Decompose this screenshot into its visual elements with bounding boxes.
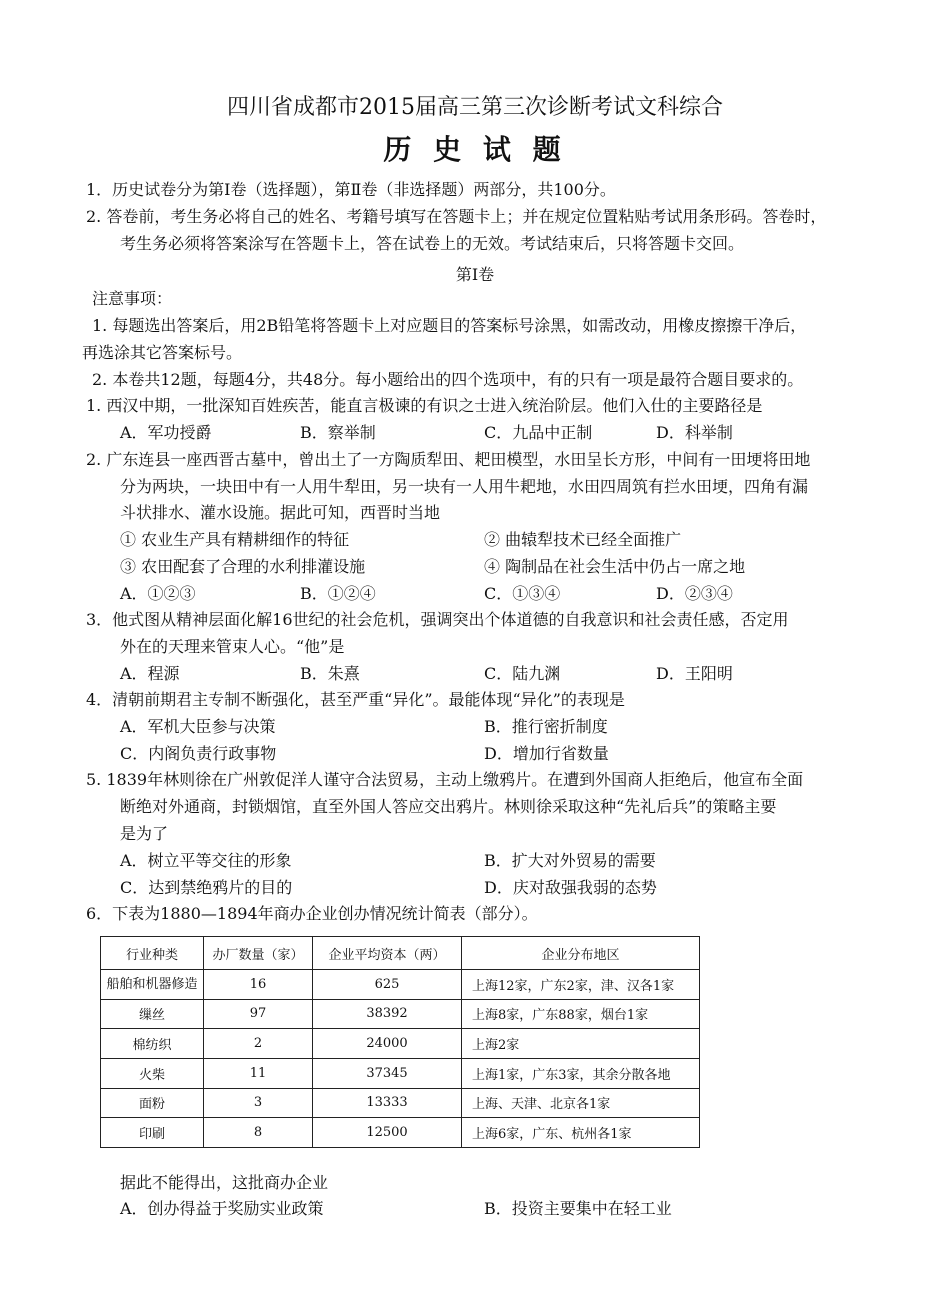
table-cell: 625 <box>313 970 462 1000</box>
instruction-2-cont: 考生务必须将答案涂写在答题卡上，答在试卷上的无效。考试结束后，只将答题卡交回。 <box>120 234 745 253</box>
q2-stem-line1: 2. 广东连县一座西晋古墓中，曾出土了一方陶质犁田、耙田模型，水田呈长方形，中间有一田埂将田地 <box>86 450 811 469</box>
table-row <box>101 1058 700 1088</box>
table-cell: 火柴 <box>101 1058 204 1088</box>
instruction-2: 2. 答卷前，考生务必将自己的姓名、考籍号填写在答题卡上；并在规定位置粘贴考试用条形码。答卷时， <box>86 207 827 226</box>
q2-statement-4: ④ 陶制品在社会生活中仍占一席之地 <box>484 557 746 576</box>
q2-stem-line2: 分为两块，一块田中有一人用牛犁田，另一块有一人用牛耙地，水田四周筑有拦水田埂，四角有漏 <box>120 477 809 496</box>
table-cell: 上海1家，广东3家，其余分散各地 <box>462 1058 700 1088</box>
q6-option-a: A．创办得益于奖励实业政策 <box>120 1199 324 1218</box>
table-cell: 97 <box>204 999 313 1029</box>
table-cell: 11 <box>204 1058 313 1088</box>
q4-option-b: B．推行密折制度 <box>484 717 608 736</box>
q2-statement-2: ② 曲辕犁技术已经全面推广 <box>484 530 682 549</box>
q4-option-c: C．内阁负责行政事物 <box>120 744 277 763</box>
q5-option-c: C．达到禁绝鸦片的目的 <box>120 878 293 897</box>
table-row <box>101 1029 700 1059</box>
table-cell: 上海6家，广东、杭州各1家 <box>462 1118 700 1148</box>
enterprise-stats-table <box>100 936 700 1148</box>
q1-option-d: D．科举制 <box>656 423 733 442</box>
table-row <box>101 1088 700 1118</box>
q4-option-a: A．军机大臣参与决策 <box>120 717 276 736</box>
q5-option-d: D．庆对敌强我弱的态势 <box>484 878 657 897</box>
table-cell: 缫丝 <box>101 999 204 1029</box>
q3-option-d: D．王阳明 <box>656 664 733 683</box>
table-row <box>101 1118 700 1148</box>
q1-option-b: B．察举制 <box>300 423 376 442</box>
table-cell: 上海2家 <box>462 1029 700 1059</box>
q5-stem-line1: 5. 1839年林则徐在广州敦促洋人谨守合法贸易，主动上缴鸦片。在遭到外国商人拒绝后，他宣布全面 <box>86 770 804 789</box>
table-cell: 棉纺织 <box>101 1029 204 1059</box>
q6-stem: 6．下表为1880—1894年商办企业创办情况统计简表（部分）。 <box>86 904 538 923</box>
table-cell: 船舶和机器修造 <box>101 970 204 1000</box>
q6-question: 据此不能得出，这批商办企业 <box>120 1173 329 1192</box>
table-cell: 上海12家，广东2家，津、汉各1家 <box>462 970 700 1000</box>
table-row <box>101 999 700 1029</box>
instruction-1: 1．历史试卷分为第Ⅰ卷（选择题），第Ⅱ卷（非选择题）两部分，共100分。 <box>86 180 616 199</box>
q2-option-b: B．①②④ <box>300 584 376 603</box>
table-cell: 24000 <box>313 1029 462 1059</box>
q3-stem-line1: 3．他式图从精神层面化解16世纪的社会危机，强调突出个体道德的自我意识和社会责任感，否定用 <box>86 610 789 629</box>
q5-stem-line3: 是为了 <box>120 824 169 843</box>
q2-option-a: A．①②③ <box>120 584 196 603</box>
table-cell: 8 <box>204 1118 313 1148</box>
exam-title: 四川省成都市2015届高三第三次诊断考试文科综合 <box>227 95 723 120</box>
q4-option-d: D．增加行省数量 <box>484 744 609 763</box>
q3-option-b: B．朱熹 <box>300 664 360 683</box>
q2-statement-1: ① 农业生产具有精耕细作的特征 <box>120 530 350 549</box>
table-header-cell: 企业分布地区 <box>462 937 700 970</box>
table-header-cell: 行业种类 <box>101 937 204 970</box>
q1-stem: 1. 西汉中期，一批深知百姓疾苦，能直言极谏的有识之士进入统治阶层。他们入仕的主要路径是 <box>86 396 763 415</box>
q2-option-c: C．①③④ <box>484 584 561 603</box>
q3-option-c: C．陆九渊 <box>484 664 561 683</box>
table-cell: 12500 <box>313 1118 462 1148</box>
table-cell: 37345 <box>313 1058 462 1088</box>
q2-option-d: D．②③④ <box>656 584 733 603</box>
q6-option-b: B．投资主要集中在轻工业 <box>484 1199 672 1218</box>
q2-stem-line3: 斗状排水、灌水设施。据此可知，西晋时当地 <box>120 503 441 522</box>
notice-1-cont: 再选涂其它答案标号。 <box>82 343 243 362</box>
notice-1: 1. 每题选出答案后，用2B铅笔将答题卡上对应题目的答案标号涂黑，如需改动，用橡皮擦擦干净后， <box>92 316 807 335</box>
q5-stem-line2: 断绝对外通商，封锁烟馆，直至外国人答应交出鸦片。林则徐采取这种“先礼后兵”的策略主要 <box>120 797 777 816</box>
q1-option-a: A．军功授爵 <box>120 423 212 442</box>
q5-option-a: A．树立平等交往的形象 <box>120 851 292 870</box>
table-cell: 2 <box>204 1029 313 1059</box>
table-cell: 3 <box>204 1088 313 1118</box>
table-header-cell: 企业平均资本（两） <box>313 937 462 970</box>
notice-label: 注意事项： <box>92 289 173 308</box>
table-header-cell: 办厂数量（家） <box>204 937 313 970</box>
table-cell: 13333 <box>313 1088 462 1118</box>
q2-statement-3: ③ 农田配套了合理的水利排灌设施 <box>120 557 366 576</box>
table-cell: 上海、天津、北京各1家 <box>462 1088 700 1118</box>
part-title: 第Ⅰ卷 <box>455 265 495 284</box>
subject-title: 历 史 试 题 <box>383 133 567 166</box>
table-cell: 上海8家，广东88家，烟台1家 <box>462 999 700 1029</box>
table-row <box>101 970 700 1000</box>
q5-option-b: B．扩大对外贸易的需要 <box>484 851 656 870</box>
q3-stem-line2: 外在的天理来管束人心。“他”是 <box>120 637 345 656</box>
notice-2: 2. 本卷共12题，每题4分，共48分。每小题给出的四个选项中，有的只有一项是最符合题目要求的。 <box>92 370 804 389</box>
q3-option-a: A．程源 <box>120 664 180 683</box>
q1-option-c: C．九品中正制 <box>484 423 593 442</box>
table-cell: 16 <box>204 970 313 1000</box>
q4-stem: 4．清朝前期君主专制不断强化，甚至严重“异化”。最能体现“异化”的表现是 <box>86 690 625 709</box>
table-cell: 印刷 <box>101 1118 204 1148</box>
table-header-row <box>101 937 700 970</box>
table-cell: 38392 <box>313 999 462 1029</box>
table-cell: 面粉 <box>101 1088 204 1118</box>
